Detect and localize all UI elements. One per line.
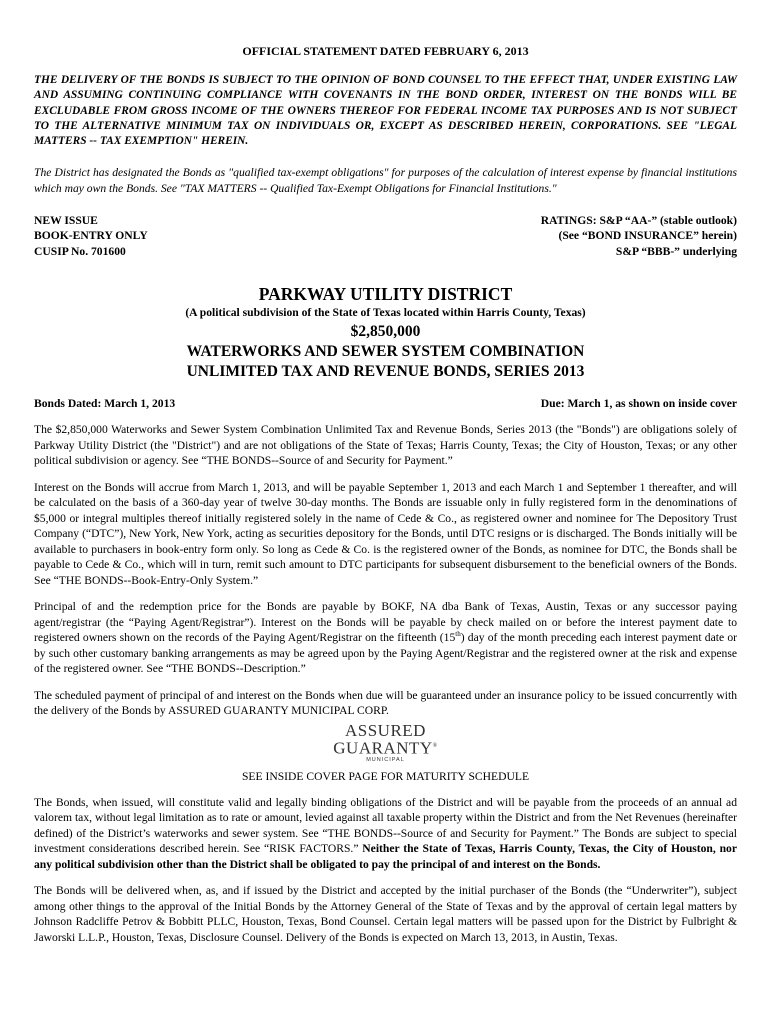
logo-line-municipal: MUNICIPAL xyxy=(366,757,405,764)
paragraph-delivery: The Bonds will be delivered when, as, and if issued by the District and accepted by the initial purchaser of the Bonds (the “Underwriter”), subject among other things to the approval of the Initial Bonds by the Attorney General of the State of Texas and by the approval of certain legal matters by Johnson Radcliffe Petrov & Bobbitt PLLC, Houston, Texas, Bond Counsel. Certain legal matters will be passed upon for the District by Fulbright & Jaworski L.L.P., Houston, Texas, Disclosure Counsel. Delivery of the Bonds is expected on March 13, 2013, in Austin, Texas. xyxy=(34,884,737,944)
tax-exemption-notice: THE DELIVERY OF THE BONDS IS SUBJECT TO THE OPINION OF BOND COUNSEL TO THE EFFECT THAT, UNDER EXISTING LAW AND ASSUMING CONTINUING COMPLIANCE WITH COVENANTS IN THE BOND ORDER, INTEREST ON THE BONDS WILL BE EXCLUDABLE FROM GROSS INCOME OF THE OWNERS THEREOF FOR FEDERAL INCOME TAX PURPOSES AND IS NOT SUBJECT TO THE ALTERNATIVE MINIMUM TAX ON INDIVIDUALS OR, EXCEPT AS DESCRIBED HEREIN, CORPORATIONS. SEE "LEGAL MATTERS -- TAX EXEMPTION" HEREIN. xyxy=(34,74,737,148)
assured-guaranty-logo xyxy=(34,720,737,767)
paragraph-paying-agent xyxy=(34,599,737,677)
logo-wordmark xyxy=(333,720,438,765)
bonds-due: Due: March 1, as shown on inside cover xyxy=(540,397,737,411)
official-statement-page xyxy=(34,44,737,945)
paragraph-security xyxy=(34,795,737,873)
new-issue-label: NEW ISSUE xyxy=(34,213,98,227)
bonds-dated: Bonds Dated: March 1, 2013 xyxy=(34,397,176,411)
ratings-line-2: (See “BOND INSURANCE” herein) xyxy=(558,229,737,243)
issuer-subtitle: (A political subdivision of the State of Texas located within Harris County, Texas) xyxy=(185,306,586,320)
issue-info-row xyxy=(34,213,737,260)
inside-cover-note: SEE INSIDE COVER PAGE FOR MATURITY SCHEDULE xyxy=(241,769,530,783)
paragraph-interest: Interest on the Bonds will accrue from March 1, 2013, and will be payable September 1, 2013 and each March 1 and September 1 thereafter, and will be calculated on the basis of a 360-day year of twelve 30-day months. The Bonds are issuable only in fully registered form in the denominations of $5,000 or integral multiples thereof initially registered solely in the name of Cede & Co., as registered owner and nominee for The Depository Trust Company (“DTC”), New York, New York, acting as securities depository for the Bonds, until DTC resigns or is discharged. The Bonds initially will be available to purchasers in book-entry form only. So long as Cede & Co. is the registered owner of the Bonds, as nominee for DTC, the Bonds shall be payable to Cede & Co., which will in turn, remit such amount to DTC participants for subsequent disbursement to the beneficial owners of the Bonds. See “THE BONDS--Book-Entry-Only System.” xyxy=(34,480,737,587)
bond-series-line-1: WATERWORKS AND SEWER SYSTEM COMBINATION xyxy=(186,343,585,361)
official-statement-date: OFFICIAL STATEMENT DATED FEBRUARY 6, 2013 xyxy=(242,44,529,58)
ratings-block xyxy=(541,213,737,260)
paragraph-security-bold: Neither the State of Texas, Harris County, Texas, the City of Houston, nor any political subdivision other than the District shall be obligated to pay the principal of and interest on the Bonds. xyxy=(34,842,737,871)
paragraph-paying-agent-part-2: ) day of the month preceding each interest payment date or by such other customary banking arrangements as may be agreed upon by the Paying Agent/Registrar and the registered owner at the risk and expense of the registered owner. See “THE BONDS--Description.” xyxy=(34,631,737,676)
cusip-label: CUSIP No. 701600 xyxy=(34,244,126,258)
logo-line-guaranty xyxy=(333,738,437,757)
dates-row xyxy=(34,396,737,411)
ratings-line-3: S&P “BBB-” underlying xyxy=(615,244,737,258)
paragraph-insurance: The scheduled payment of principal of and interest on the Bonds when due will be guaranteed under an insurance policy to be issued concurrently with the delivery of the Bonds by ASSURED GUARANTY MUNICIPAL CORP. xyxy=(34,688,737,718)
bond-amount: $2,850,000 xyxy=(350,323,421,341)
ordinal-suffix: th xyxy=(455,630,461,639)
bond-series-line-2: UNLIMITED TAX AND REVENUE BONDS, SERIES 2013 xyxy=(186,363,585,381)
paragraph-paying-agent-part-1: Principal of and the redemption price for the Bonds are payable by BOKF, NA dba Bank of Texas, Austin, Texas or any successor paying agent/registrar (the “Paying Agent/Registrar”). Interest on the Bonds will be payable by check mailed on or before the interest payment date to registered owners shown on the records of the Paying Agent/Registrar on the fifteenth (15 xyxy=(34,600,737,645)
paragraph-security-part-1: The Bonds, when issued, will constitute valid and legally binding obligations of the District and will be payable from the proceeds of an annual ad valorem tax, without legal limitation as to rate or amount, levied against all taxable property within the District and from the Net Revenues (hereinafter defined) of the District’s waterworks and sewer system. See “THE BONDS--Source of and Security for Payment.” The Bonds are subject to special investment considerations described herein. See “RISK FACTORS.” xyxy=(34,795,737,856)
book-entry-label: BOOK-ENTRY ONLY xyxy=(34,229,148,243)
issuer-name: PARKWAY UTILITY DISTRICT xyxy=(258,284,513,305)
paragraph-obligations: The $2,850,000 Waterworks and Sewer System Combination Unlimited Tax and Revenue Bonds, Series 2013 (the "Bonds") are obligations solely of Parkway Utility District (the "District") and are not obligations of the State of Texas; Harris County, Texas; the City of Houston, Texas; or any other political subdivision or agency. See “THE BONDS--Source of and Security for Payment.” xyxy=(34,423,737,468)
ratings-line-1: RATINGS: S&P “AA-” (stable outlook) xyxy=(540,213,737,227)
logo-line-assured: ASSURED xyxy=(345,720,426,740)
registered-mark: ® xyxy=(432,742,438,749)
issue-type-block xyxy=(34,213,148,260)
logo-guaranty-text: GUARANTY xyxy=(333,738,433,758)
qualified-obligation-notice: The District has designated the Bonds as "qualified tax-exempt obligations" for purposes of the calculation of interest expense by financial institutions which may own the Bonds. See "TAX MATTERS -- Qualified Tax-Exempt Obligations for Financial Institutions." xyxy=(34,166,737,196)
